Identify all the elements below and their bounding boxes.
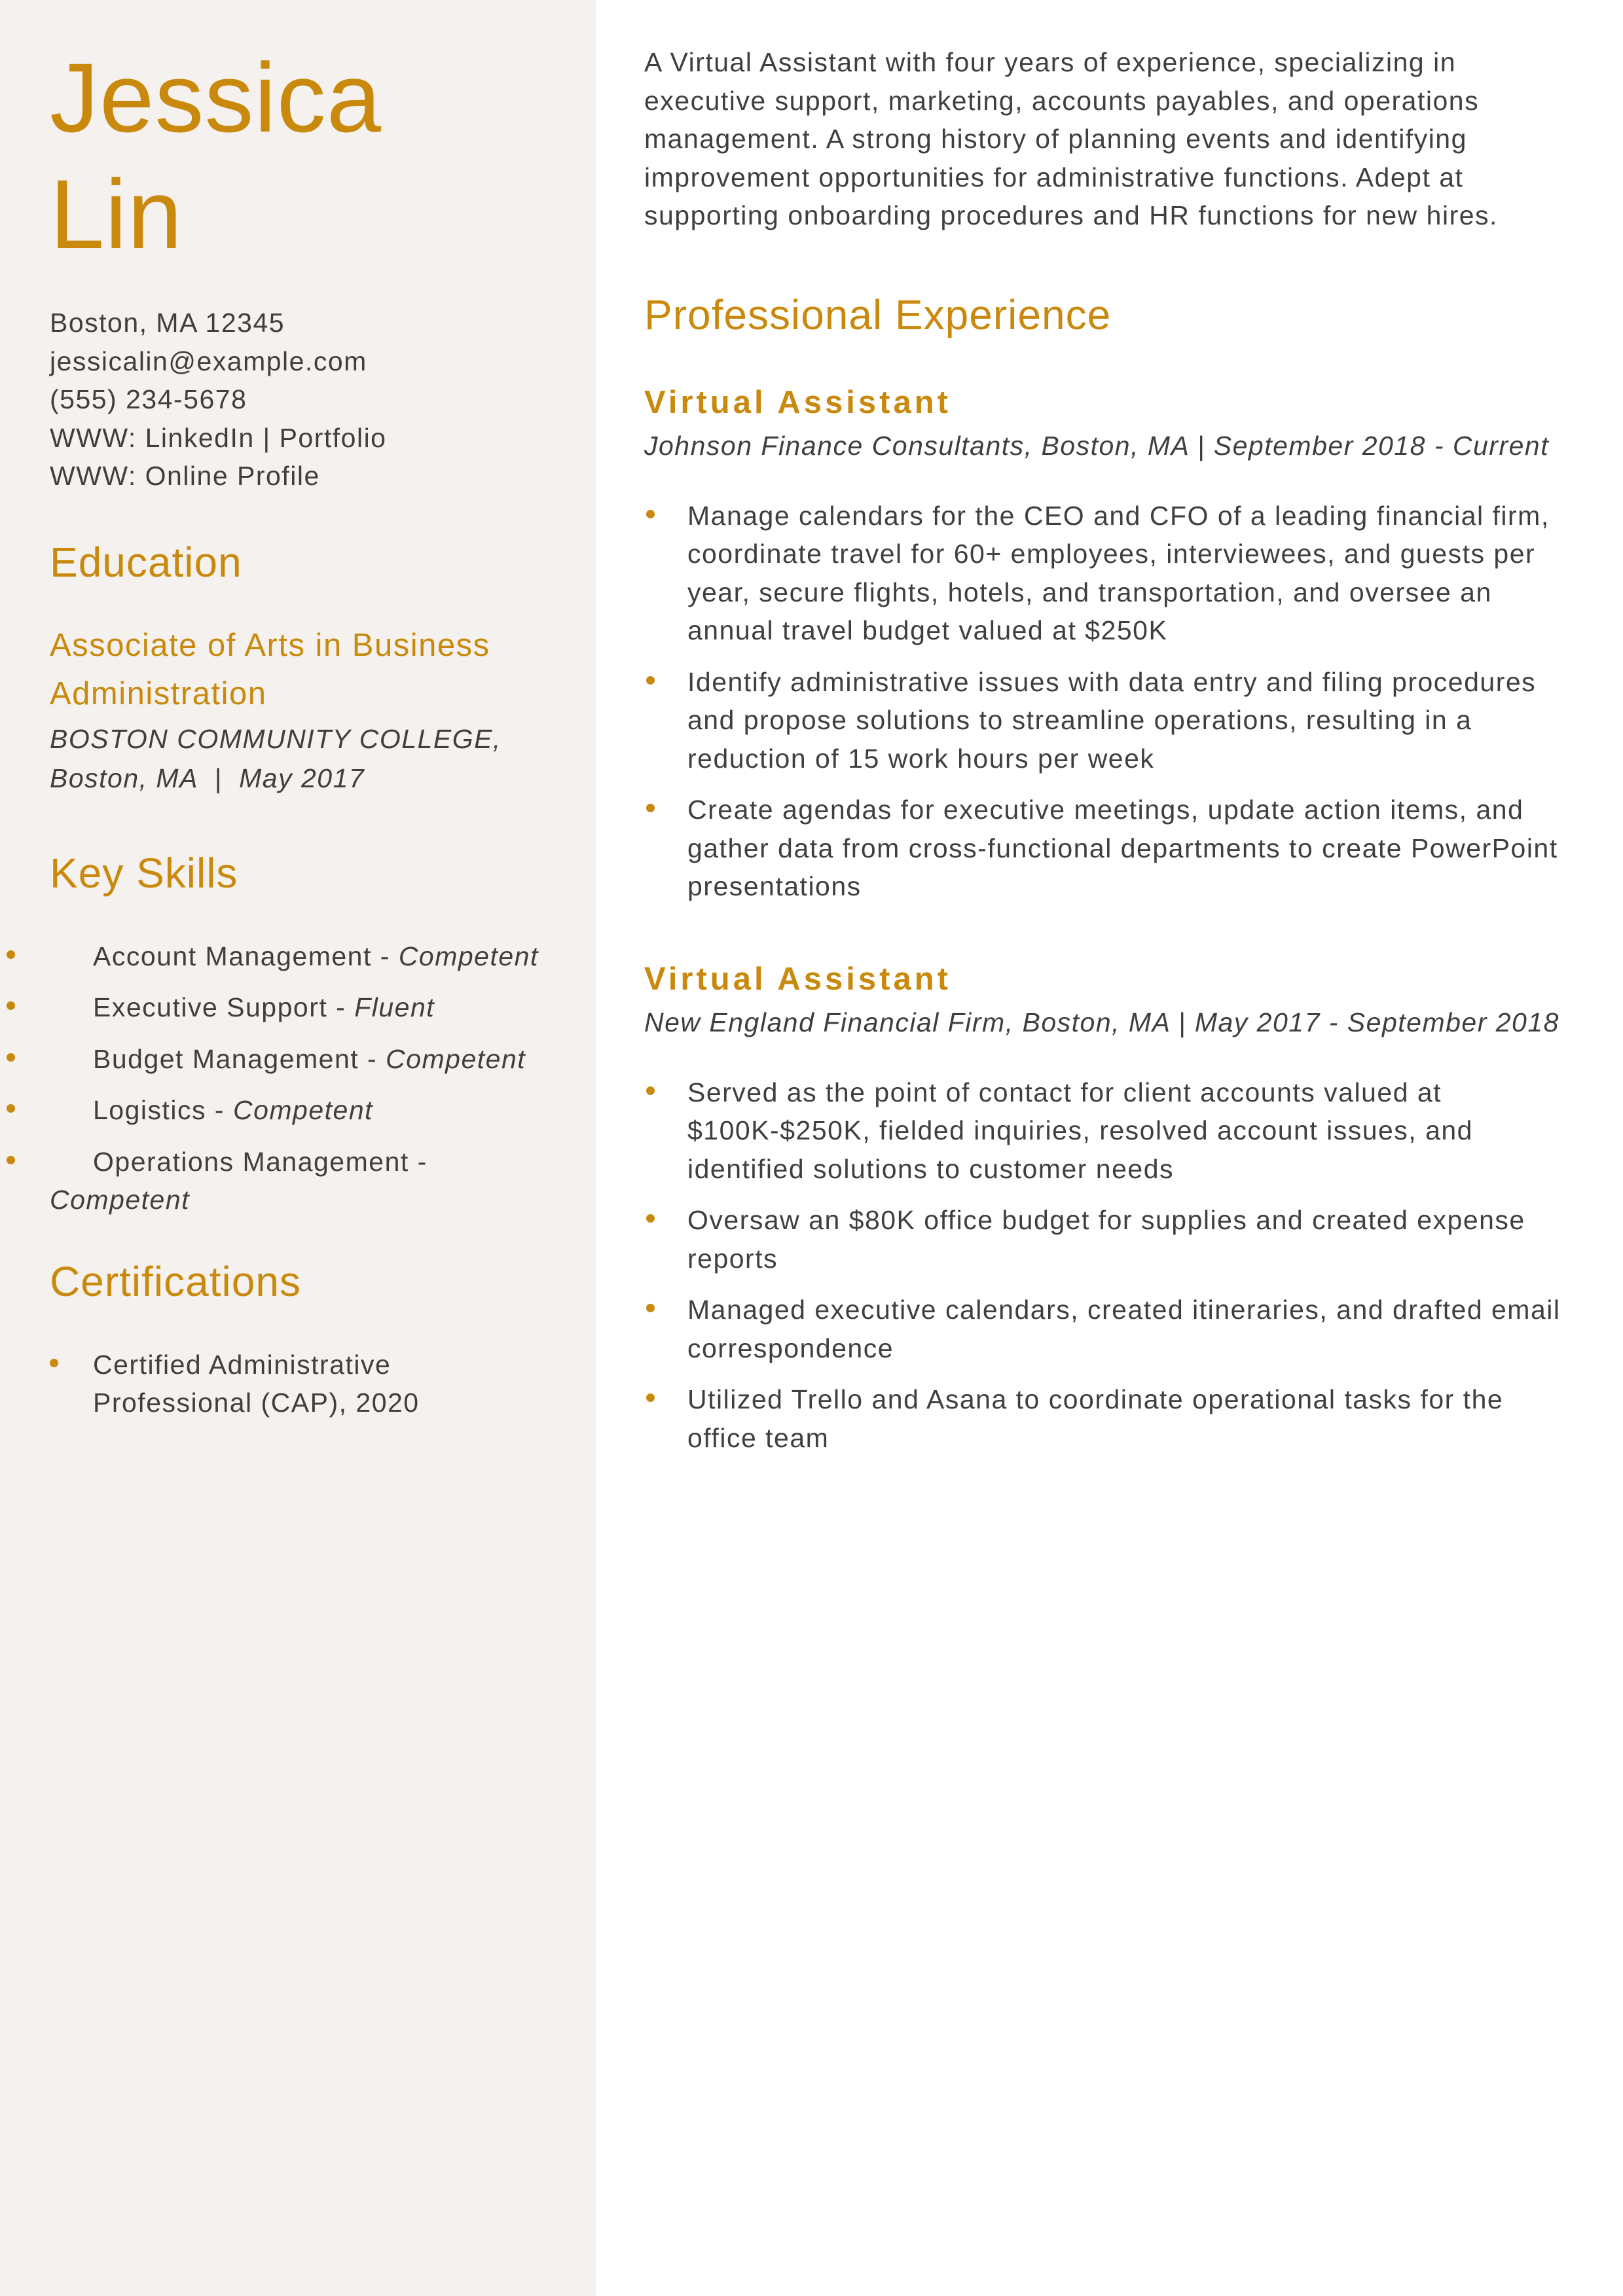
job-bullet-text: Manage calendars for the CEO and CFO of a leading financial firm, coordinate travel for 60+ employees, interviewees, and guests per year, secure flights, hotels, and transportation, and oversee an annual travel budget valued at $250K [687,500,1550,645]
bullet-icon [646,804,655,812]
contact-phone: (555) 234-5678 [50,384,247,414]
bullet-icon [646,1214,655,1223]
sidebar-content [50,39,547,1435]
skill-item [50,1091,547,1130]
bullet-icon [50,1359,58,1367]
bullet-icon [646,1086,655,1095]
contact-online-profile: WWW: Online Profile [50,461,320,491]
job-bullet [644,1380,1574,1457]
bullet-icon [646,1393,655,1402]
skill-item [50,937,547,976]
certification-item [50,1346,547,1422]
candidate-name [50,39,547,272]
professional-summary: A Virtual Assistant with four years of experience, specializing in executive support, marketing, accounts payables, and operations management. A strong history of planning events and identifying improvement opportunities for administrative functions. Adept at supporting onboarding procedures and HR functions for new hires. [644,47,1498,230]
job-bullet [644,1201,1574,1278]
certifications-list [50,1346,547,1422]
job-bullet [644,1073,1574,1189]
job-title: Virtual Assistant [644,384,951,420]
job-bullet-text: Utilized Trello and Asana to coordinate operational tasks for the office team [687,1384,1504,1453]
bullet-icon [646,510,655,518]
skill-level: Competent [386,1043,526,1074]
education-heading: Education [50,538,242,586]
bullet-icon [7,1156,15,1164]
job-bullet-text: Identify administrative issues with data entry and filing procedures and propose solutions to streamline operations, resulting in a reduction of 15 work hours per week [687,666,1537,774]
job-bullets [644,497,1574,906]
job-bullet [644,497,1574,650]
job-entry [644,958,1574,1458]
job-bullet-text: Managed executive calendars, created itineraries, and drafted email correspondence [687,1295,1561,1363]
skill-level: Fluent [354,992,435,1022]
experience-heading: Professional Experience [644,291,1112,338]
job-entry [644,382,1574,906]
contact-email: jessicalin@example.com [50,346,367,376]
skill-name: Logistics - [93,1095,225,1125]
skill-name: Executive Support - [93,992,346,1022]
contact-links: WWW: LinkedIn | Portfolio [50,422,387,453]
skill-item [50,1040,547,1079]
skills-list [50,937,547,1219]
certification-text: Certified Administrative Professional (CAP), 2020 [93,1349,420,1418]
bullet-icon [7,1104,15,1113]
education-school-name: BOSTON COMMUNITY COLLEGE, [50,723,501,754]
bullet-icon [646,1304,655,1312]
skill-name: Account Management - [93,941,390,971]
main-content [644,43,1574,1470]
skill-item [50,988,547,1027]
job-bullet [644,791,1574,906]
job-bullet-text: Oversaw an $80K office budget for supplies and created expense reports [687,1205,1525,1274]
job-bullet-text: Create agendas for executive meetings, update action items, and gather data from cross-functional departments to create PowerPoint presentations [687,795,1558,901]
bullet-icon [646,676,655,685]
skill-item [50,1143,547,1219]
education-location-date: Boston, MA | May 2017 [50,762,365,793]
skill-level: Competent [398,941,539,971]
first-name: Jessica [50,43,382,152]
certifications-heading: Certifications [50,1257,301,1305]
last-name: Lin [50,159,183,269]
skill-name: Budget Management - [93,1043,378,1074]
job-bullet [644,663,1574,778]
contact-address: Boston, MA 12345 [50,308,285,338]
job-meta: Johnson Finance Consultants, Boston, MA | September 2018 - Current [644,430,1550,461]
bullet-icon [7,1053,15,1062]
job-title: Virtual Assistant [644,961,951,997]
bullet-icon [7,1001,15,1010]
skill-name: Operations Management - [93,1146,428,1177]
job-meta: New England Financial Firm, Boston, MA | May 2017 - September 2018 [644,1007,1559,1037]
sidebar [0,0,596,2296]
skills-heading: Key Skills [50,849,238,897]
education-school [50,719,547,798]
education-degree: Associate of Arts in Business Administration [50,627,490,711]
bullet-icon [7,950,15,959]
contact-info [50,304,547,495]
job-bullet-text: Served as the point of contact for client accounts valued at $100K-$250K, fielded inquiries, resolved account issues, and identified solutions to customer needs [687,1077,1473,1184]
job-bullet [644,1291,1574,1367]
skill-level: Competent [232,1095,374,1125]
job-bullets [644,1073,1574,1458]
skill-level: Competent [50,1185,191,1215]
